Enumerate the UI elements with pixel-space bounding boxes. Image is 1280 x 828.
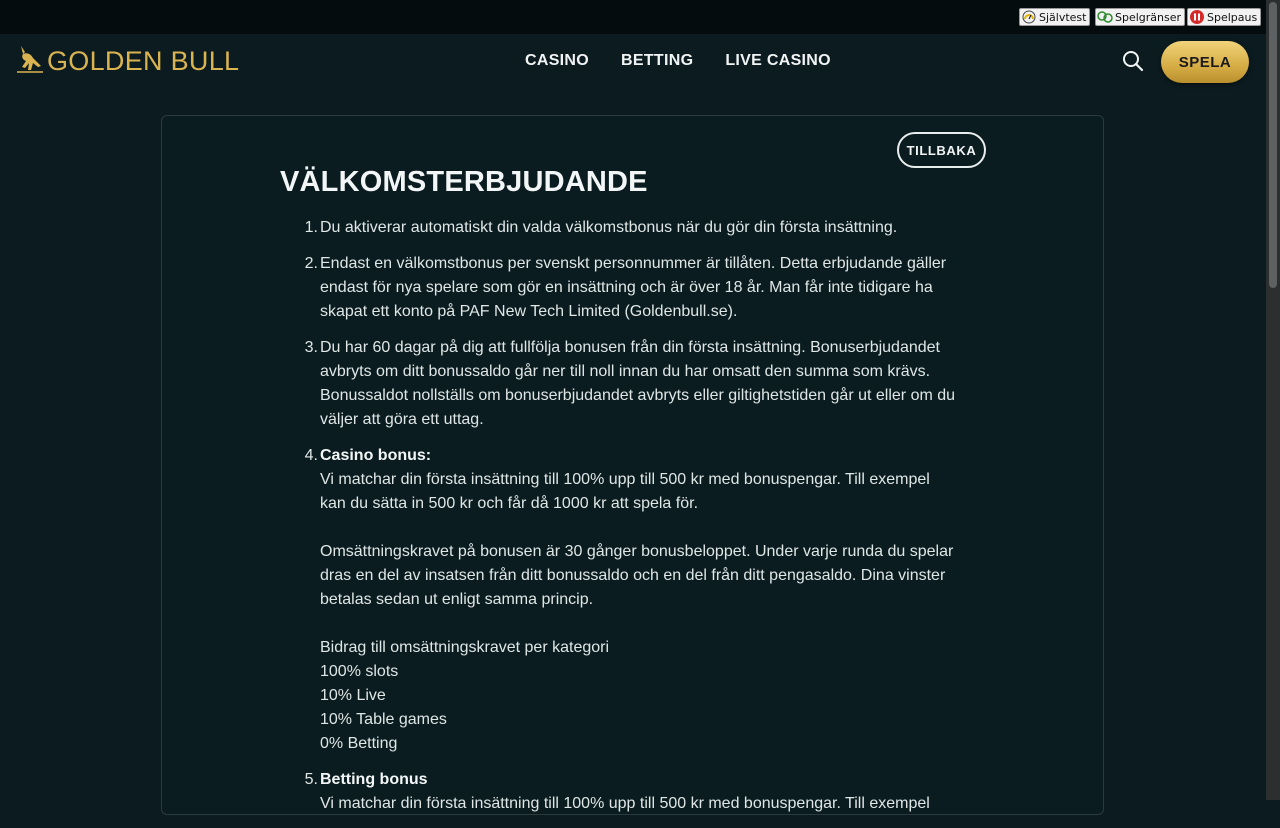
site-header bbox=[0, 34, 1266, 92]
contribution-item: 100% slots bbox=[320, 663, 399, 680]
list-item: 4. Casino bonus: Vi matchar din första insättning till 100% upp till 500 kr med bonuspengar. Till exempel kan du sätta in 500 kr och får då 1000 kr att spela för. Omsättningskravet på bonusen är 30 gånger bonusbeloppet. Under varje runda du spelar dras en del av insatsen från ditt bonussaldo och en del från ditt pengasaldo. Dina vinster betalas sedan ut enligt samma princip. Bidrag till omsättningskravet per kategori 100% slots 10% Live 10% Table games 0% Betting bbox=[280, 444, 960, 756]
terms-list bbox=[280, 216, 960, 828]
pause-icon bbox=[1190, 10, 1204, 24]
betting-bonus-text: Vi matchar din första insättning till 100% upp till 500 kr med bonuspengar. Till exempel bbox=[320, 795, 930, 812]
list-item: 3. Du har 60 dagar på dig att fullfölja bonusen från din första insättning. Bonuserbjudandet avbryts om ditt bonussaldo går ner till noll innan du har omsatt den summa som krävs. Bonussaldot nollställs om bonuserbjudandet avbryts eller giltighetstiden går ut eller om du väljer att göra ett uttag. bbox=[304, 339, 956, 428]
nav-betting[interactable]: BETTING bbox=[621, 52, 694, 69]
back-button[interactable]: TILLBAKA bbox=[897, 132, 986, 168]
contribution-item: 10% Table games bbox=[320, 711, 447, 728]
casino-bonus-text: Vi matchar din första insättning till 100% upp till 500 kr med bonuspengar. Till exempel kan du sätta in 500 kr och får då 1000 kr att spela för. bbox=[320, 471, 930, 512]
wagering-text: Omsättningskravet på bonusen är 30 gånger bonusbeloppet. Under varje runda du spelar dras en del av insatsen från ditt bonussaldo och en del från ditt pengasaldo. Dina vinster betalas sedan ut enligt samma princip. bbox=[320, 543, 954, 608]
sjalvtest-button[interactable] bbox=[1019, 8, 1090, 26]
list-item: 2. Endast en välkomstbonus per svenskt personnummer är tillåten. Detta erbjudande gäller endast för nya spelare som gör en insättning och är över 18 år. Man får inte tidigare ha skapat ett konto på PAF New Tech Limited (Goldenbull.se). bbox=[304, 255, 947, 320]
spela-button[interactable]: SPELA bbox=[1161, 41, 1249, 83]
responsible-gaming-bar bbox=[0, 0, 1266, 34]
casino-bonus-heading: Casino bonus: bbox=[320, 447, 432, 464]
list-item: 5. Betting bonus Vi matchar din första insättning till 100% upp till 500 kr med bonuspengar. Till exempel bbox=[280, 768, 960, 816]
scrollbar[interactable] bbox=[1266, 0, 1280, 800]
sjalvtest-label: Självtest bbox=[1039, 10, 1087, 24]
gauge-icon bbox=[1022, 10, 1036, 24]
spelpaus-label: Spelpaus bbox=[1207, 10, 1258, 24]
page-title: VÄLKOMSTERBJUDANDE bbox=[280, 166, 648, 198]
spelgranser-button[interactable] bbox=[1095, 8, 1185, 26]
contribution-item: 10% Live bbox=[320, 687, 386, 704]
spelpaus-button[interactable] bbox=[1187, 8, 1261, 26]
bull-logo-icon bbox=[15, 42, 45, 81]
spelgranser-label: Spelgränser bbox=[1115, 10, 1182, 24]
logo-text: GOLDEN BULL bbox=[47, 45, 240, 76]
terms-card bbox=[161, 115, 1104, 815]
nav-casino[interactable]: CASINO bbox=[525, 52, 590, 69]
logo[interactable] bbox=[15, 42, 239, 80]
search-icon[interactable] bbox=[1122, 50, 1144, 72]
contribution-title: Bidrag till omsättningskravet per kategori bbox=[320, 639, 610, 656]
scrollbar-thumb[interactable] bbox=[1269, 2, 1277, 288]
list-item: 1. Du aktiverar automatiskt din valda välkomstbonus när du gör din första insättning. bbox=[304, 219, 898, 236]
betting-bonus-heading: Betting bonus bbox=[320, 771, 428, 788]
limits-icon bbox=[1098, 10, 1112, 24]
main-nav bbox=[525, 52, 831, 70]
nav-live-casino[interactable]: LIVE CASINO bbox=[725, 52, 831, 69]
contribution-item: 0% Betting bbox=[320, 735, 398, 752]
